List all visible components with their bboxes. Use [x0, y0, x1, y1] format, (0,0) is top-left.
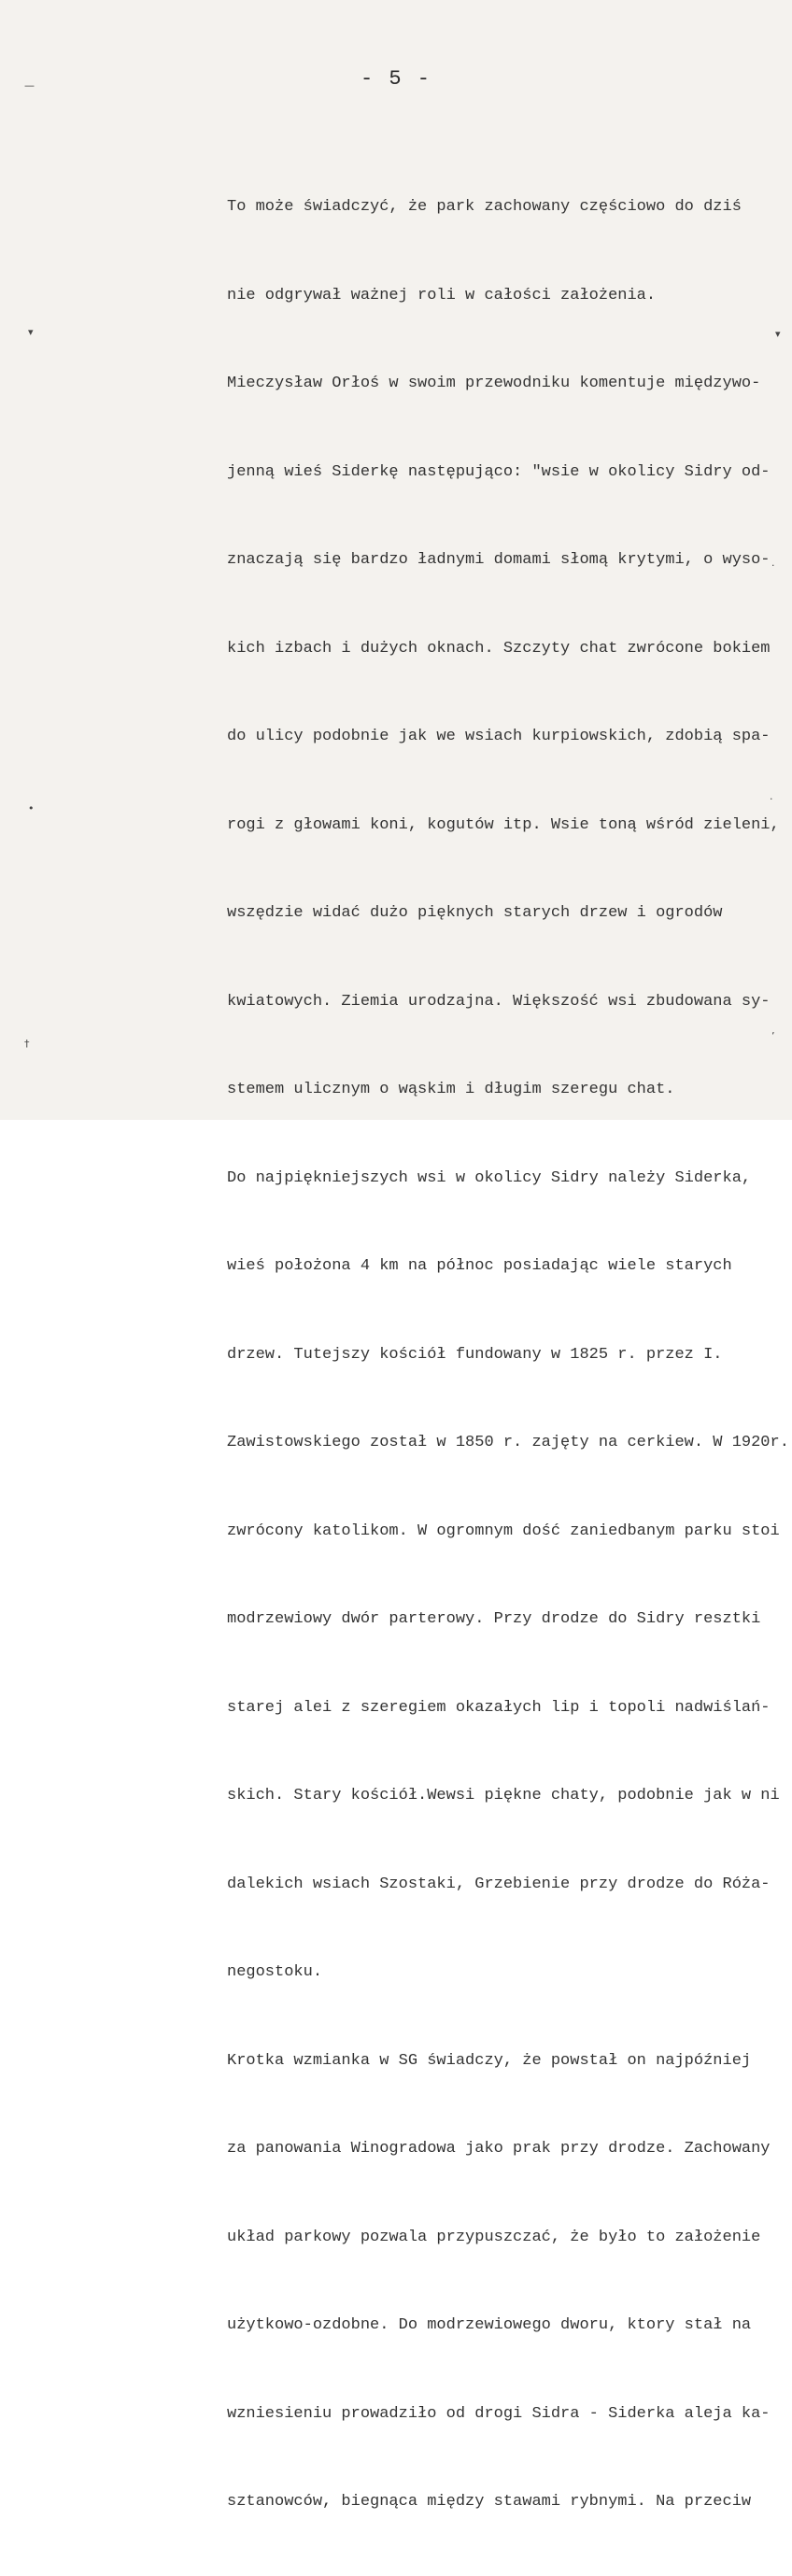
text-line: wieś położona 4 km na północ posiadając wiele starych: [227, 1257, 732, 1275]
text-line: użytkowo-ozdobne. Do modrzewiowego dworu, ktory stał na: [227, 2316, 752, 2334]
text-line: Zawistowskiego został w 1850 r. zajęty na cerkiew. W 1920r.: [227, 1434, 789, 1451]
text-line: zwrócony katolikom. W ogromnym dość zaniedbanym parku stoi: [227, 1522, 780, 1540]
text-line: znaczają się bardzo ładnymi domami słomą krytymi, o wyso-: [227, 551, 771, 569]
margin-speck-icon: ·: [770, 793, 773, 805]
text-line: sztanowców, biegnąca między stawami rybnymi. Na przeciw: [227, 2493, 752, 2511]
margin-speck-icon: —: [24, 79, 35, 92]
text-line: kich izbach i dużych oknach. Szczyty chat zwrócone bokiem: [227, 639, 771, 658]
text-line: dalekich wsiach Szostaki, Grzebienie przy drodze do Róża-: [227, 1875, 771, 1893]
margin-speck-icon: ·: [771, 559, 775, 572]
text-line: Krotka wzmianka w SG świadczy, że powstał on najpóźniej: [227, 2051, 752, 2070]
text-line: Do najpiękniejszych wsi w okolicy Sidry należy Siderka,: [227, 1168, 752, 1187]
text-line: jenną wieś Siderkę następująco: "wsie w okolicy Sidry od-: [227, 462, 771, 481]
text-line: To może świadczyć, że park zachowany częściowo do dziś: [227, 198, 742, 216]
margin-speck-icon: •: [28, 802, 35, 814]
text-line: rogi z głowami koni, kogutów itp. Wsie toną wśród zieleni,: [227, 815, 780, 834]
margin-speck-icon: ʼ: [771, 1030, 775, 1042]
text-line: kwiatowych. Ziemia urodzajna. Większość wsi zbudowana sy-: [227, 992, 771, 1011]
text-line: Mieczysław Orłoś w swoim przewodniku komentuje międzywo-: [227, 375, 761, 392]
text-line: modrzewiowy dwór parterowy. Przy drodze do Sidry resztki: [227, 1610, 761, 1628]
text-line: stemem ulicznym o wąskim i długim szeregu chat.: [227, 1081, 675, 1098]
text-line: starej alei z szeregiem okazałych lip i topoli nadwiślań-: [227, 1698, 771, 1717]
text-line: drzew. Tutejszy kościół fundowany w 1825 r. przez I.: [227, 1345, 723, 1364]
margin-speck-icon: ▾: [28, 326, 34, 338]
text-line: wzniesieniu prowadziło od drogi Sidra - Siderka aleja ka-: [227, 2404, 771, 2423]
text-line: negostoku.: [227, 1963, 323, 1981]
text-line: skich. Stary kościół.Wewsi piękne chaty, podobnie jak w ni: [227, 1787, 780, 1805]
text-line: za panowania Winogradowa jako prak przy drodze. Zachowany: [227, 2140, 771, 2158]
body-text: [227, 134, 787, 2576]
text-line: wszędzie widać dużo pięknych starych drzew i ogrodów: [227, 904, 723, 922]
margin-speck-icon: ▾: [775, 328, 781, 340]
text-line: nie odgrywał ważnej roli w całości założenia.: [227, 286, 657, 304]
page-number: - 5 -: [360, 67, 431, 91]
text-line: do ulicy podobnie jak we wsiach kurpiowskich, zdobią spa-: [227, 728, 771, 745]
text-line: układ parkowy pozwala przypuszczać, że było to założenie: [227, 2228, 761, 2246]
margin-speck-icon: †: [24, 1038, 30, 1050]
